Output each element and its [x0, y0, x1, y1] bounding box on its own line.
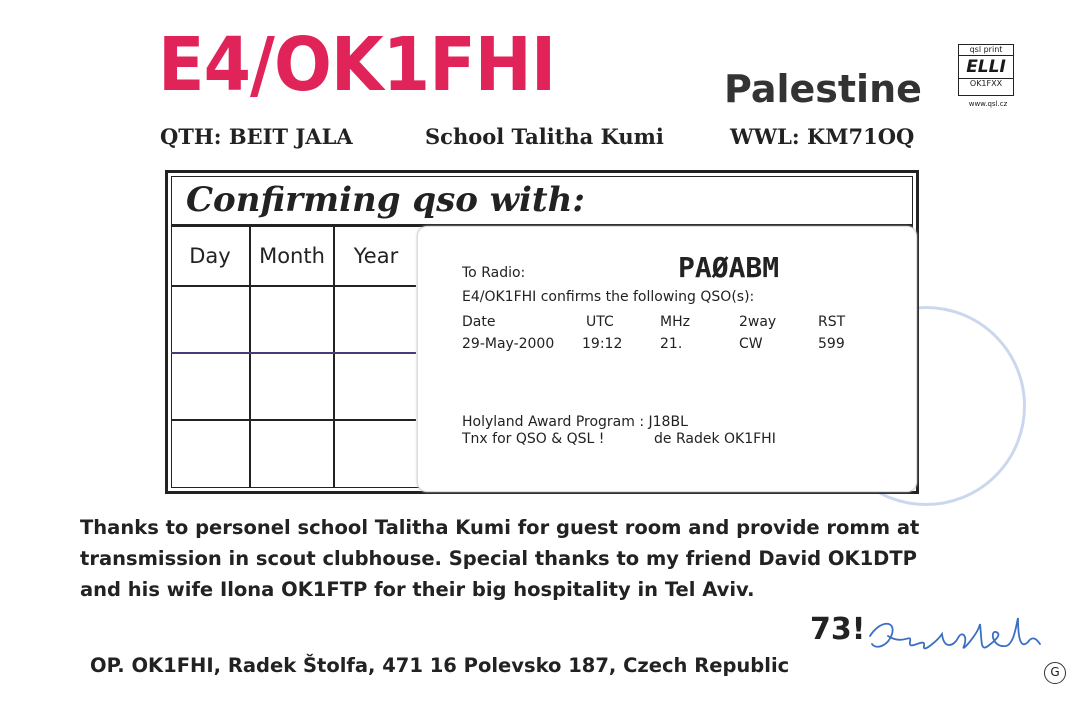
printer-logo: [958, 44, 1014, 96]
tnx-text: Tnx for QSO & QSL !: [462, 431, 605, 447]
header-date: Date: [462, 314, 496, 330]
operator-address: OP. OK1FHI, Radek Štolfa, 471 16 Polevsko 187, Czech Republic: [90, 654, 790, 677]
qso-date: 29-May-2000: [462, 336, 555, 352]
logo-bottom-text: OK1FXX: [959, 78, 1013, 89]
qso-utc: 19:12: [582, 336, 623, 352]
column-header-day: Day: [189, 244, 231, 268]
qso-mode: CW: [739, 336, 763, 352]
column-header-month: Month: [259, 244, 325, 268]
header-utc: UTC: [586, 314, 614, 330]
callsign-title: E4/OK1FHI: [158, 22, 556, 108]
qth-text: QTH: BEIT JALA: [160, 124, 353, 149]
header-mhz: MHz: [660, 314, 690, 330]
wwl-text: WWL: KM71OQ: [730, 124, 915, 149]
de-text: de Radek OK1FHI: [654, 431, 776, 447]
confirming-title: Confirming qso with:: [186, 180, 585, 220]
confirms-text: E4/OK1FHI confirms the following QSO(s):: [462, 289, 755, 305]
to-radio-label: To Radio:: [462, 265, 526, 281]
recycle-icon: G: [1044, 662, 1066, 684]
award-text: Holyland Award Program : J18BL: [462, 414, 688, 430]
logo-top-text: qsl print: [959, 45, 1013, 56]
thanks-line: transmission in scout clubhouse. Special thanks to my friend David OK1DTP: [80, 547, 917, 570]
thanks-line: and his wife Ilona OK1FTP for their big hospitality in Tel Aviv.: [80, 578, 755, 601]
logo-url: www.qsl.cz: [968, 100, 1008, 108]
school-text: School Talitha Kumi: [425, 124, 664, 149]
thanks-line: Thanks to personel school Talitha Kumi for guest room and provide romm at: [80, 516, 920, 539]
grid-row-line: [171, 419, 416, 421]
country-name: Palestine: [724, 67, 922, 111]
qso-rst: 599: [818, 336, 845, 352]
header-2way: 2way: [739, 314, 777, 330]
signature-image: [860, 606, 1050, 666]
grid-row-line: [171, 352, 416, 354]
column-header-year: Year: [353, 244, 399, 268]
thanks-message: [80, 512, 1040, 605]
qso-mhz: 21.: [660, 336, 683, 352]
grid-row-line: [171, 285, 416, 287]
qso-label: [417, 226, 917, 492]
seventy-three: 73!: [810, 612, 866, 647]
logo-mid-text: ELLI: [966, 57, 1006, 77]
header-rst: RST: [818, 314, 846, 330]
recipient-callsign: PAØABM: [678, 251, 780, 284]
